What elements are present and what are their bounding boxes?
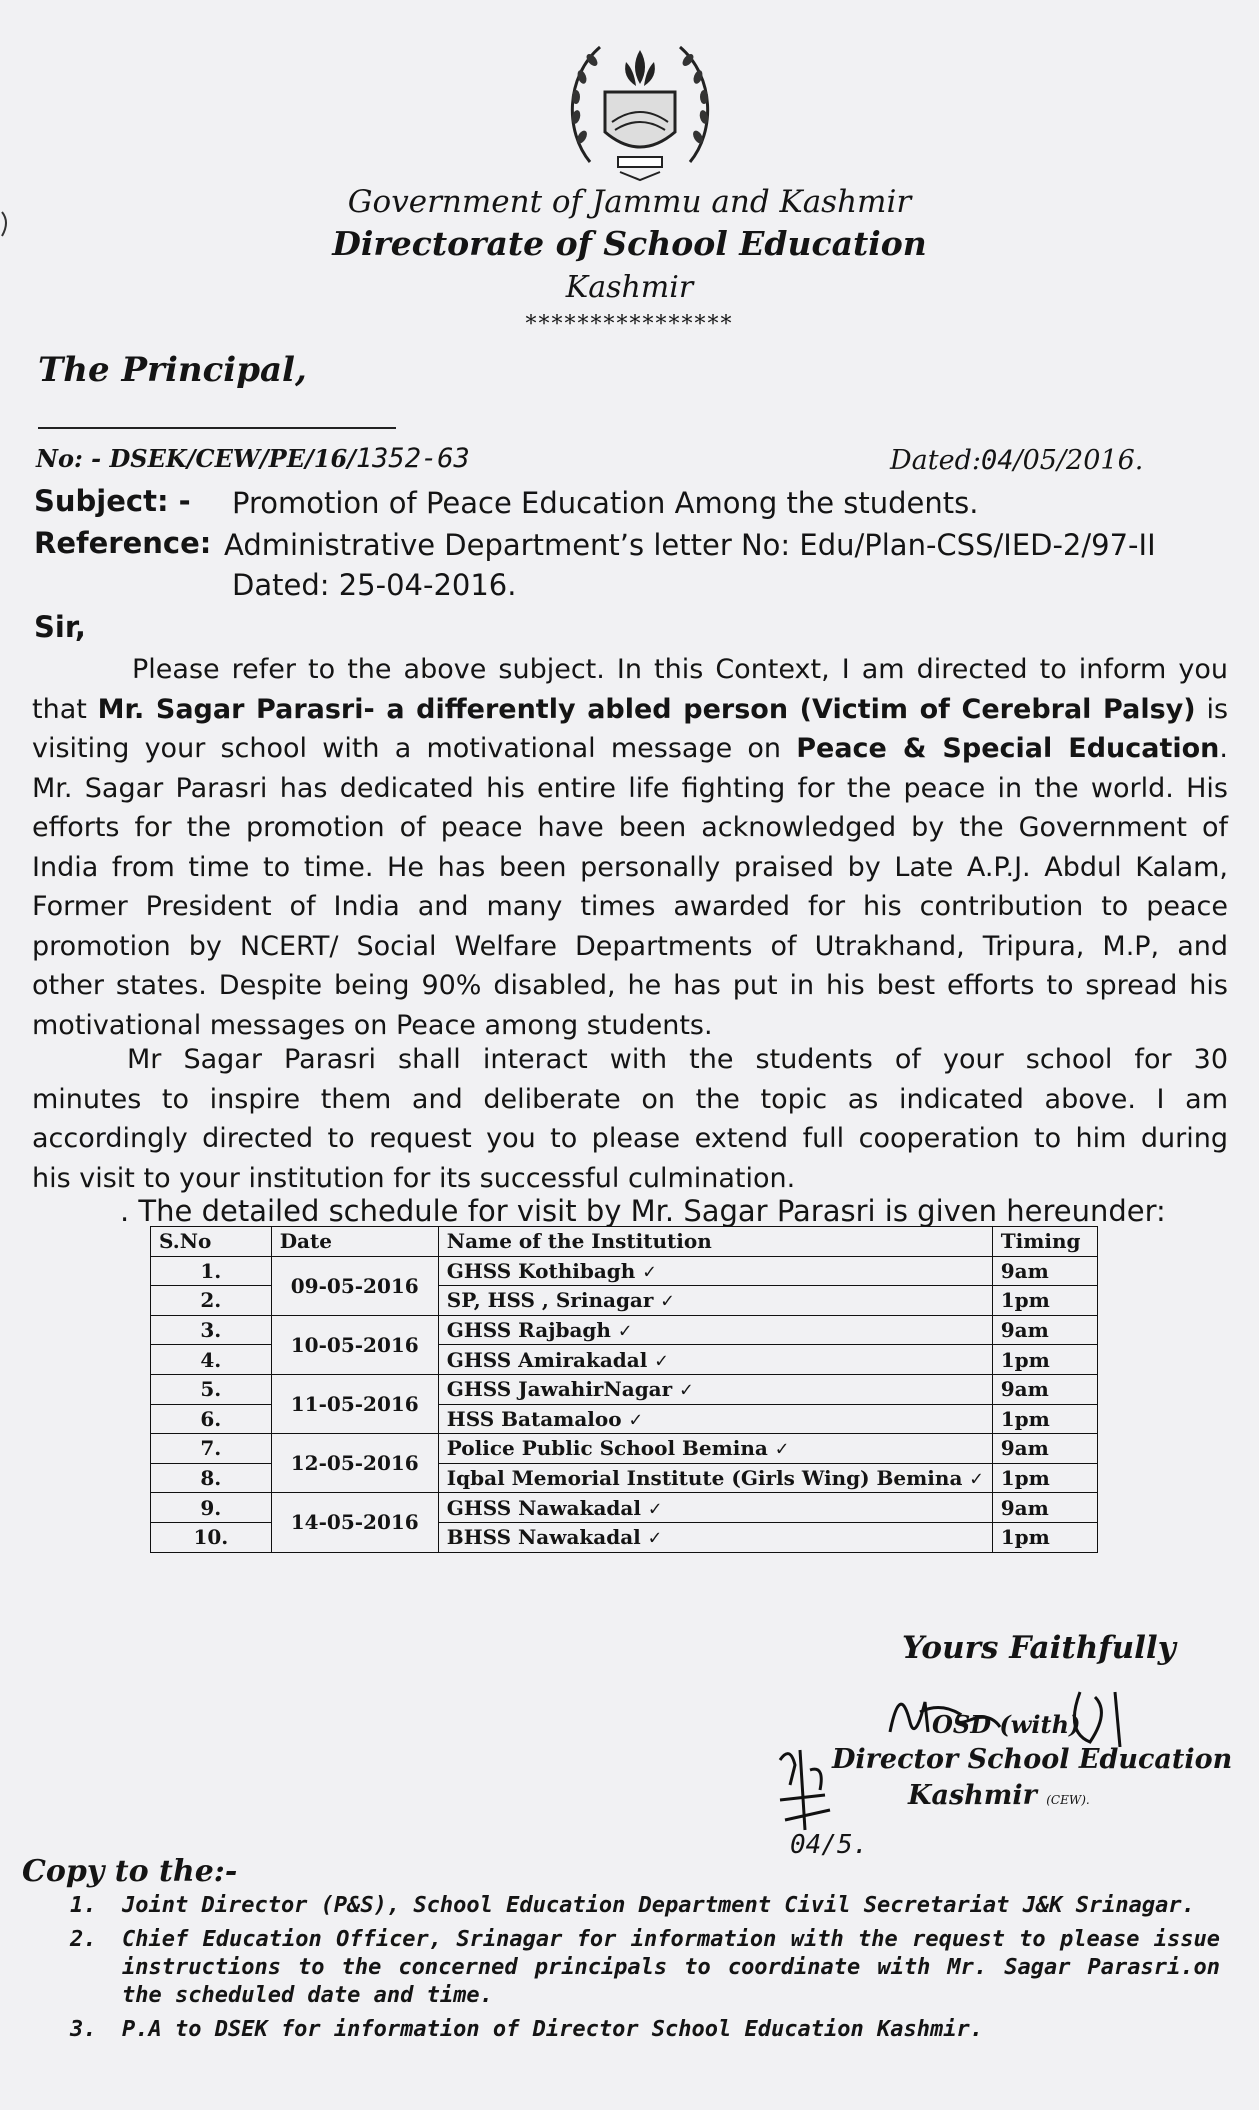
copy-item: 3. P.A to DSEK for information of Director School Education Kashmir.	[70, 2017, 983, 2042]
cell-institution: GHSS Nawakadal ✓	[438, 1493, 992, 1523]
state-emblem-icon	[560, 22, 720, 190]
reference-number	[36, 443, 470, 474]
cell-institution: GHSS Kothibagh ✓	[438, 1256, 992, 1286]
reference-number-label: No: - DSEK/CEW/PE/16/	[36, 444, 356, 473]
reference-date: Dated: 25-04-2016.	[232, 568, 517, 602]
paragraph-line: other states. Despite being 90% disabled, he has put in his best efforts to spread his	[32, 970, 1228, 1001]
cell-timing: 9am	[992, 1256, 1097, 1286]
cell-date: 11-05-2016	[271, 1374, 438, 1433]
copy-item: 2. Chief Education Officer, Srinagar for information with the request to please issue instructions to the concerned principals to coordinate with Mr. Sagar Parasri.on the scheduled date and time.	[70, 1927, 1220, 2008]
header-timing: Timing	[992, 1227, 1097, 1257]
cell-sno: 6.	[151, 1404, 272, 1434]
schedule-row	[151, 1374, 1098, 1404]
header-sno: S.No	[151, 1227, 272, 1257]
signatory-designation: Director School Education	[832, 1744, 1233, 1775]
schedule-row	[151, 1315, 1098, 1345]
letter-date	[890, 445, 1143, 476]
paragraph-line: motivational messages on Peace among students.	[32, 1009, 713, 1041]
tick-mark-icon: ✓	[775, 1436, 788, 1461]
cell-timing: 9am	[992, 1374, 1097, 1404]
cell-timing: 1pm	[992, 1463, 1097, 1493]
cell-institution: GHSS JawahirNagar ✓	[438, 1374, 992, 1404]
paragraph-line: his visit to your institution for its successful culmination.	[32, 1162, 796, 1194]
letter-date-label: Dated:	[890, 445, 981, 476]
subject-text: Promotion of Peace Education Among the students.	[232, 486, 979, 520]
reference-label: Reference:	[34, 526, 212, 560]
paragraph-1	[32, 650, 1228, 1045]
cell-timing: 9am	[992, 1434, 1097, 1464]
paragraph-line: Former President of India and many times awarded for his contribution to peace	[32, 891, 1228, 922]
paragraph-line: Please refer to the above subject. In this Context, I am directed to inform you	[132, 654, 1228, 685]
copy-item: 1. Joint Director (P&S), School Education Department Civil Secretariat J&K Srinagar.	[70, 1893, 1195, 1918]
paragraph-line: efforts for the promotion of peace have been acknowledged by the Government of	[32, 812, 1228, 843]
tick-mark-icon: ✓	[648, 1495, 662, 1520]
cell-sno: 9.	[151, 1493, 272, 1523]
header-institution: Name of the Institution	[438, 1227, 992, 1257]
cell-date: 14-05-2016	[271, 1493, 438, 1552]
copy-list	[70, 1892, 1220, 2050]
paragraph-line: Mr Sagar Parasri shall interact with the students of your school for 30	[127, 1044, 1228, 1075]
cell-sno: 8.	[151, 1463, 272, 1493]
cell-sno: 2.	[151, 1286, 272, 1316]
cell-date: 12-05-2016	[271, 1434, 438, 1493]
paragraph-2	[32, 1040, 1228, 1198]
tick-mark-icon: ✓	[655, 1347, 668, 1372]
salutation: Sir,	[34, 610, 86, 644]
cell-institution: GHSS Rajbagh ✓	[438, 1315, 992, 1345]
letter-date-handwritten: 04	[980, 445, 1014, 476]
tick-mark-icon: ✓	[648, 1525, 661, 1550]
addressee: The Principal,	[38, 350, 307, 390]
paragraph-line: minutes to inspire them and deliberate on the topic as indicated above. I am	[32, 1083, 1228, 1115]
cell-date: 09-05-2016	[271, 1256, 438, 1315]
cell-institution: Police Public School Bemina ✓	[438, 1434, 992, 1464]
schedule-table	[150, 1226, 1098, 1553]
tick-mark-icon: ✓	[680, 1377, 693, 1402]
schedule-body	[151, 1256, 1098, 1552]
schedule-header-row	[151, 1227, 1098, 1257]
cell-institution: Iqbal Memorial Institute (Girls Wing) Bemina ✓	[438, 1463, 992, 1493]
paragraph-line: visiting your school with a motivational message on Peace & Special Education.	[32, 733, 1228, 764]
separator-stars: ****************	[525, 312, 734, 337]
cell-institution: SP, HSS , Srinagar ✓	[438, 1286, 992, 1316]
cell-date: 10-05-2016	[271, 1315, 438, 1374]
cell-sno: 1.	[151, 1256, 272, 1286]
paragraph-line: accordingly directed to request you to please extend full cooperation to him during	[32, 1123, 1228, 1154]
cell-sno: 7.	[151, 1434, 272, 1464]
place-title: Kashmir	[565, 270, 694, 305]
cell-timing: 1pm	[992, 1286, 1097, 1316]
subject-label: Subject: -	[34, 484, 191, 518]
cell-timing: 1pm	[992, 1404, 1097, 1434]
cell-institution: HSS Batamaloo ✓	[438, 1404, 992, 1434]
cell-sno: 4.	[151, 1345, 272, 1375]
cell-timing: 1pm	[992, 1522, 1097, 1552]
cell-sno: 3.	[151, 1315, 272, 1345]
tick-mark-icon: ✓	[643, 1258, 656, 1283]
tick-mark-icon: ✓	[629, 1406, 642, 1431]
cell-timing: 9am	[992, 1315, 1097, 1345]
cell-institution: BHSS Nawakadal ✓	[438, 1522, 992, 1552]
header-date: Date	[271, 1227, 438, 1257]
government-title: Government of Jammu and Kashmir	[347, 184, 912, 220]
tick-mark-icon: ✓	[970, 1466, 983, 1491]
cell-timing: 9am	[992, 1493, 1097, 1523]
copy-to-heading: Copy to the:-	[22, 1854, 238, 1889]
reference-number-handwritten: 1352-63	[355, 443, 470, 474]
cell-sno: 5.	[151, 1374, 272, 1404]
paragraph-line: India from time to time. He has been personally praised by Late A.P.J. Abdul Kalam,	[32, 851, 1228, 883]
cell-institution: GHSS Amirakadal ✓	[438, 1345, 992, 1375]
paragraph-line: that Mr. Sagar Parasri- a differently abled person (Victim of Cerebral Palsy) is	[32, 693, 1229, 725]
tick-mark-icon: ✓	[661, 1288, 674, 1313]
paragraph-line: promotion by NCERT/ Social Welfare Departments of Utrakhand, Tripura, M.P, and	[32, 930, 1228, 962]
directorate-title: Directorate of School Education	[332, 224, 927, 263]
cell-timing: 1pm	[992, 1345, 1097, 1375]
schedule-row	[151, 1256, 1098, 1286]
closing: Yours Faithfully	[902, 1630, 1176, 1666]
schedule-row	[151, 1434, 1098, 1464]
schedule-intro: . The detailed schedule for visit by Mr. Sagar Parasri is given hereunder:	[120, 1194, 1166, 1228]
paragraph-line: Mr. Sagar Parasri has dedicated his entire life fighting for the peace in the world. His	[32, 772, 1228, 804]
handwritten-date: 04/5.	[790, 1830, 869, 1860]
address-blank-line	[38, 427, 396, 429]
signatory-place: Kashmir (CEW).	[908, 1780, 1090, 1811]
letter-date-rest: /05/2016.	[1013, 445, 1144, 476]
cell-sno: 10.	[151, 1522, 272, 1552]
reference-text: Administrative Department’s letter No: Edu/Plan-CSS/IED-2/97-II	[224, 528, 1156, 562]
tick-mark-icon: ✓	[618, 1318, 631, 1343]
schedule-row	[151, 1493, 1098, 1523]
osd-label: OSD (with)	[932, 1710, 1081, 1739]
